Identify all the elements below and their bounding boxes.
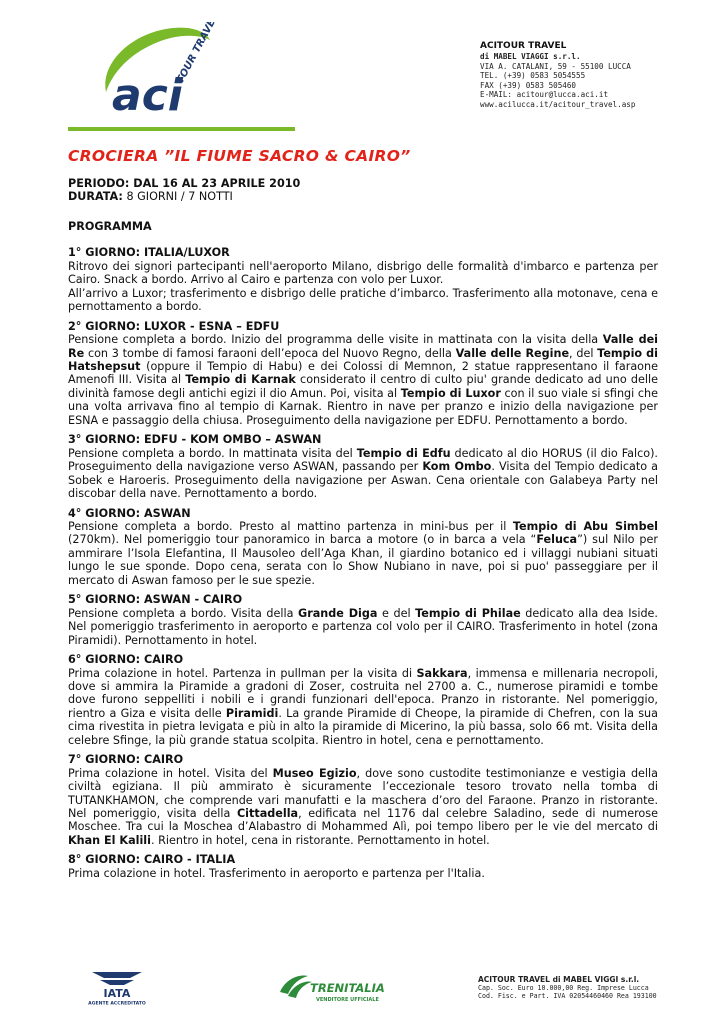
day-title: 7° GIORNO: CAIRO <box>68 753 184 767</box>
body-text: . Visita del Tempio dedicato a Sobek e Haroeris. Proseguimento della navigazione per Aswan. Cena orientale con Galabeya Party nel discobar della nave. Pernottamento a bordo. <box>68 460 658 501</box>
periodo: PERIODO: DAL 16 AL 23 APRILE 2010 <box>68 177 301 190</box>
highlight-text: Tempio di Karnak <box>185 373 296 387</box>
day-section <box>68 593 658 647</box>
body-text: . La grande Piramide di Cheope, la piramide di Chefren, con la sua cima rivestita in pietra levigata e più in alto la piramide di Micerino, la più bassa, solo 66 mt. Visita della celebre Sfinge, la più grande statua scolpita. Rientro in hotel, cena e pernottamento. <box>68 706 658 747</box>
company-name: ACITOUR TRAVEL <box>480 41 567 51</box>
company-fax: FAX (+39) 0583 505460 <box>480 80 577 90</box>
aci-tour-travel-logo <box>98 22 218 132</box>
highlight-text: Valle delle Regine <box>455 346 570 360</box>
day-title: 3° GIORNO: EDFU - KOM OMBO – ASWAN <box>68 433 322 447</box>
body-text: (270km). Nel pomeriggio tour panoramico in barca a motore (o in barca a vela “ <box>68 533 537 547</box>
body-text: ”) sul Nilo per ammirare l’Isola Elefantina, Il Mausoleo dell’Aga Khan, il giardino botanico ed i villaggi nubiani situati lungo le sue sponde. Dopo cena, serata con lo Show Nubiano in nave, poi si puo' passeggiare per il mercato di Aswan famoso per le sue spezie. <box>68 533 659 587</box>
durata <box>68 190 658 203</box>
highlight-text: Grande Diga <box>298 606 378 620</box>
day-section <box>68 853 658 880</box>
trenitalia-logo <box>276 970 396 1004</box>
durata-label: DURATA: <box>68 190 123 204</box>
day-section <box>68 246 658 313</box>
day-paragraph <box>68 607 658 647</box>
day-title: 8° GIORNO: CAIRO - ITALIA <box>68 853 236 867</box>
highlight-text: Museo Egizio <box>272 766 357 780</box>
body-text: Pensione completa a bordo. Visita della <box>68 606 299 620</box>
header-divider <box>68 127 295 131</box>
day-paragraph <box>68 520 658 587</box>
body-text: con il suo viale si sfingi che una volta arrivava fino al tempio di Karnak. Rientro in nave per pranzo e inizio della navigazione per ESNA e passaggio della chiusa. Proseguimento della navigazione per EDFU. Pernottamento a bordo. <box>68 386 658 427</box>
company-email: E-MAIL: acitour@lucca.aci.it <box>480 90 609 100</box>
body-text: Ritrovo dei signori partecipanti nell'aeroporto Milano, disbrigo delle formalità d'imbarco e partenza per Cairo. Snack a bordo. Arrivo al Cairo e partenza con volo per Luxor. <box>68 259 658 287</box>
trenitalia-text: TRENITALIA <box>310 981 385 995</box>
highlight-text: Feluca <box>536 533 578 547</box>
body-text: Pensione completa a bordo. In mattinata visita del <box>68 446 357 460</box>
day-list <box>68 246 658 880</box>
iata-logo <box>86 966 148 1006</box>
day-paragraph <box>68 447 658 501</box>
body-text: Prima colazione in hotel. Trasferimento in aeroporto e partenza per l'Italia. <box>68 866 485 880</box>
day-paragraph <box>68 667 658 748</box>
logo-words: TOUR TRAVEL <box>174 22 218 86</box>
highlight-text: Cittadella <box>236 807 299 821</box>
durata-value: 8 GIORNI / 7 NOTTI <box>122 190 233 204</box>
day-paragraph <box>68 767 658 848</box>
day-section <box>68 753 658 847</box>
day-section <box>68 507 658 588</box>
day-title: 6° GIORNO: CAIRO <box>68 653 184 667</box>
body-text: considerato il centro di culto piu' grande dedicato ad uno delle divinità famose degli antichi egizi il dio Amun. Poi, visita al <box>68 373 658 400</box>
footer-company-info <box>478 976 657 1000</box>
highlight-text: Tempio di Edfu <box>356 446 451 460</box>
highlight-text: Sakkara <box>416 666 468 680</box>
body-text: , edificata nel 1176 dal celebre Saladino, sede di numerose Moschee. Tra cui la Moschea d’Alabastro di Mohammed Alì, poi tempo libero per le vie del mercato di <box>68 807 658 834</box>
day-section <box>68 433 658 500</box>
company-sub: di MABEL VIAGGI s.r.l. <box>480 52 581 61</box>
body-text: All’arrivo a Luxor; trasferimento e disbrigo delle pratiche d’imbarco. Trasferimento alla motonave, cena e pernottamento a bordo. <box>68 286 658 314</box>
iata-label: AGENTE ACCREDITATO <box>88 1001 146 1006</box>
iata-text: IATA <box>103 987 131 1000</box>
day-section <box>68 653 658 747</box>
day-title: 5° GIORNO: ASWAN - CAIRO <box>68 593 243 607</box>
highlight-text: Khan El Kalili <box>68 833 151 847</box>
highlight-text: Kom Ombo <box>422 460 492 474</box>
body-text: , del <box>569 346 598 360</box>
programma-heading: PROGRAMMA <box>68 219 152 233</box>
day-title: 4° GIORNO: ASWAN <box>68 506 191 520</box>
footer-company-name: ACITOUR TRAVEL di MABEL VIGGI s.r.l. <box>478 975 640 984</box>
itinerary-content <box>68 177 658 880</box>
day-title: 2° GIORNO: LUXOR - ESNA – EDFU <box>68 319 280 333</box>
day-title: 1° GIORNO: ITALIA/LUXOR <box>68 246 230 260</box>
highlight-text: Tempio di Abu Simbel <box>512 519 658 533</box>
body-text: Pensione completa a bordo. Presto al mattino partenza in mini-bus per il <box>68 519 513 533</box>
highlight-text: Tempio di Hatshepsut <box>68 346 659 373</box>
body-text: e del <box>377 606 416 620</box>
highlight-text: Piramidi <box>225 706 279 720</box>
day-paragraph <box>68 867 658 880</box>
company-tel: TEL. (+39) 0583 5054555 <box>480 71 586 81</box>
highlight-text: Tempio di Philae <box>415 606 521 620</box>
footer-cap-soc: Cap. Soc. Euro 10.000,00 Reg. Imprese Lucca <box>478 984 649 992</box>
body-text: dedicato alla dea Iside. Nel pomeriggio trasferimento in aeroporto e partenza col volo per il CAIRO. Trasferimento in hotel (zona Piramidi). Pernottamento in hotel. <box>68 606 658 647</box>
day-section <box>68 320 658 428</box>
company-address: VIA A. CATALANI, 59 - 55100 LUCCA <box>480 61 631 71</box>
footer-cod-fisc: Cod. Fisc. e Part. IVA 02054460460 Rea 193100 <box>478 992 657 1000</box>
body-text: Prima colazione in hotel. Partenza in pullman per la visita di <box>68 666 417 680</box>
page-title: CROCIERA ”IL FIUME SACRO & CAIRO” <box>68 147 411 165</box>
trenitalia-label: VENDITORE UFFICIALE <box>316 997 379 1003</box>
highlight-text: Tempio di Luxor <box>400 386 501 400</box>
body-text: dedicato al dio HORUS (il dio Falco). Proseguimento della navigazione verso ASWAN, passando per <box>68 446 658 474</box>
day-paragraph <box>68 287 658 314</box>
body-text: Prima colazione in hotel. Visita del <box>68 766 273 780</box>
body-text: Pensione completa a bordo. Inizio del programma delle visite in mattinata con la visita della <box>68 333 603 347</box>
highlight-text: Valle dei Re <box>68 333 659 360</box>
body-text: , immensa e millenaria necropoli, dove si ammira la Piramide a gradoni di Zoser, costruita nel 2700 a. C., numerose piramidi e tombe dove furono seppelliti i nobili e i grandi funzionari dell'epoca. Pranzo in ristorante. Nel pomeriggio, rientro a Giza e visita delle <box>68 666 658 720</box>
company-website: www.acilucca.it/acitour_travel.asp <box>480 99 636 109</box>
body-text: con 3 tombe di famosi faraoni dell’epoca del Nuovo Regno, della <box>84 346 456 360</box>
body-text: . Rientro in hotel, cena in ristorante. Pernottamento in hotel. <box>150 833 490 847</box>
company-info <box>480 41 635 110</box>
logo-letters: aci <box>112 70 183 121</box>
day-paragraph <box>68 333 658 427</box>
body-text: , dove sono custodite testimonianze e vestigia della civiltà egiziana. Il più ammirato è sicuramente l’eccezionale tesoro trovato nella tomba di TUTANKHAMON, che comprende vari manufatti e la maschera d’oro del Faraone. Pranzo in ristorante. Nel pomeriggio, visita della <box>68 766 658 821</box>
day-paragraph <box>68 260 658 287</box>
body-text: (oppure il Tempio di Habu) e dei Colossi di Memnon, 2 statue rappresentano il faraone Amenofi III. Visita al <box>68 359 658 387</box>
